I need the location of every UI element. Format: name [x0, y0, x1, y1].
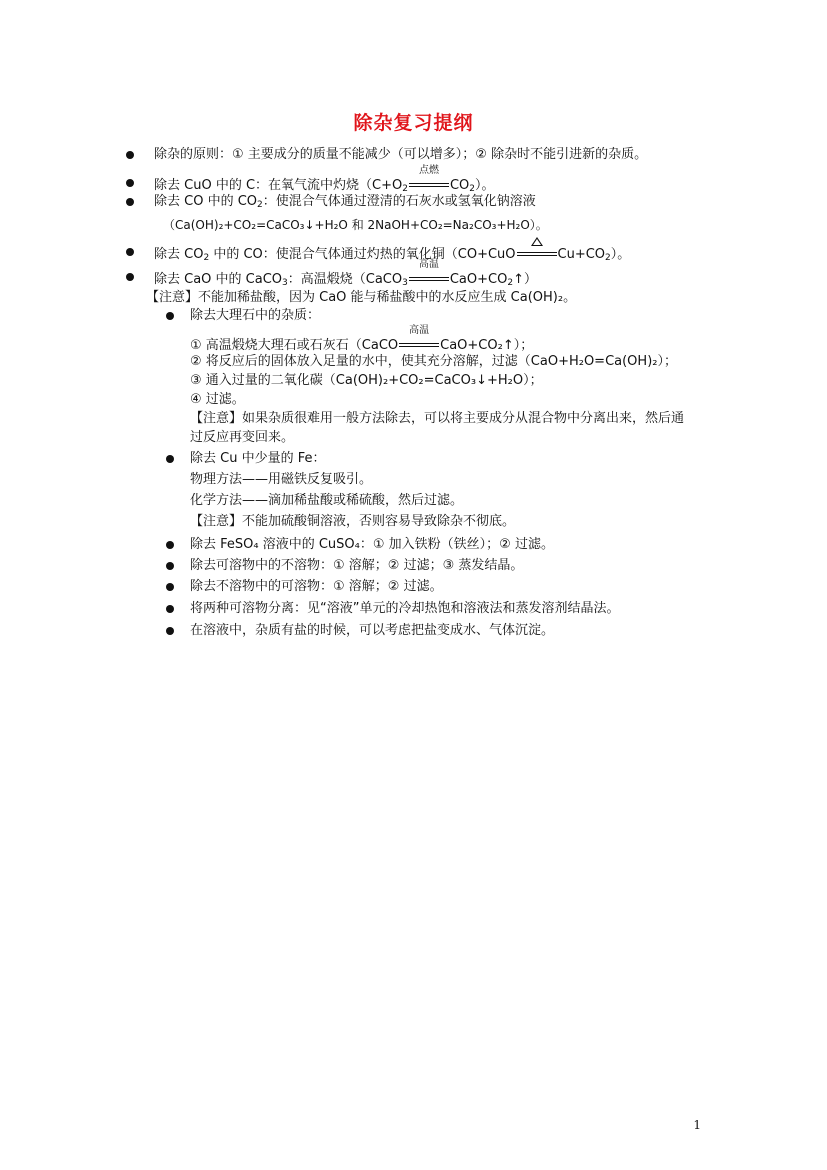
- reaction-condition: [409, 165, 449, 192]
- co-equation-line: （Ca(OH)₂+CO₂=CaCO₃↓+H₂O 和 2NaOH+CO₂=Na₂CO₃+H₂O）。: [163, 218, 548, 232]
- bullet-icon: [166, 455, 174, 463]
- high-temp-condition: [399, 325, 439, 352]
- bullet-icon: [166, 627, 174, 635]
- co2-text-d: ）。: [610, 247, 631, 262]
- marble-note: 【注意】如果杂质很难用一般方法除去，可以将主要成分从混合物中分离出来，然后通: [190, 411, 685, 426]
- separation-line: 将两种可溶物分离：见“溶液”单元的冷却热饱和溶液法和蒸发溶剂结晶法。: [190, 601, 620, 616]
- co2-text-b: 中的 CO：使混合气体通过灼热的氧化铜（CO+CuO: [209, 247, 516, 262]
- cu-fe-line: 除去 Cu 中少量的 Fe：: [190, 451, 326, 466]
- cuo-line: 除去 CuO 中的 C：在氧气流中灼烧（$C+O_2$ 点燃 $CO_2$）。: [154, 165, 495, 194]
- chemical-method: 化学方法——滴加稀盐酸或稀硫酸，然后过滤。: [190, 493, 464, 508]
- marble-step-1: [190, 325, 534, 355]
- heat-condition: [517, 243, 557, 261]
- insoluble-line: 除去不溶物中的可溶物：① 溶解；② 过滤。: [190, 579, 443, 594]
- co-line: 除去 CO 中的 $CO_2$：使混合气体通过澄清的石灰水或氢氧化钠溶液: [154, 194, 536, 210]
- bullet-icon: [126, 248, 134, 256]
- co-text-a: 除去 CO 中的 CO: [154, 194, 258, 209]
- step1-text-a: ① 高温煅烧大理石或石灰石（CaCO: [190, 338, 399, 353]
- marble-step-4: ④ 过滤。: [190, 392, 245, 407]
- step1-text-b: CaO+CO₂↑）；: [440, 338, 534, 353]
- cao-note: 【注意】不能加稀盐酸，因为 CaO 能与稀盐酸中的水反应生成 Ca(OH)₂。: [146, 290, 577, 305]
- heat-triangle-icon: [531, 237, 543, 246]
- co2-text-a: 除去 CO: [154, 247, 204, 262]
- physical-method: 物理方法——用磁铁反复吸引。: [190, 472, 373, 487]
- bullet-icon: [166, 562, 174, 570]
- marble-step-2: ② 将反应后的固体放入足量的水中，使其充分溶解，过滤（CaO+H₂O=Ca(OH)₂）；: [190, 354, 677, 369]
- cao-line: 除去 CaO 中的 CaCO$_3$：高温煅烧（CaCO$_3$ 高温 $CaO+CO_2↑$）: [154, 259, 537, 288]
- condition-label: 高温: [418, 259, 439, 270]
- co2-line: 除去 $CO_2$ 中的 CO：使混合气体通过灼热的氧化铜（CO+CuO $Cu+CO_2$）。: [154, 243, 630, 267]
- page-number: 1: [693, 1118, 701, 1132]
- marble-line: 除去大理石中的杂质：: [190, 308, 321, 323]
- feso4-line: 除去 FeSO₄ 溶液中的 CuSO₄：① 加入铁粉（铁丝）；② 过滤。: [190, 537, 554, 552]
- principle-line: 除杂的原则：① 主要成分的质量不能减少（可以增多）；② 除杂时不能引进新的杂质。: [154, 147, 648, 162]
- cu-fe-note: 【注意】不能加硫酸铜溶液，否则容易导致除杂不彻底。: [190, 514, 516, 529]
- bullet-icon: [166, 583, 174, 591]
- cao-text-a: 除去 CaO 中的 CaCO: [154, 272, 283, 287]
- cuo-text-b: CO: [449, 178, 470, 193]
- bullet-icon: [126, 198, 134, 206]
- bullet-icon: [166, 605, 174, 613]
- soluble-line: 除去可溶物中的不溶物：① 溶解；② 过滤；③ 蒸发结晶。: [190, 558, 524, 573]
- cao-text-b: ：高温煅烧（CaCO: [287, 272, 403, 287]
- page-title: 除杂复习提纲: [353, 112, 474, 134]
- bullet-icon: [166, 541, 174, 549]
- marble-step-3: ③ 通入过量的二氧化碳（Ca(OH)₂+CO₂=CaCO₃↓+H₂O）；: [190, 373, 543, 388]
- salt-line: 在溶液中，杂质有盐的时候，可以考虑把盐变成水、气体沉淀。: [190, 623, 555, 638]
- marble-note-cont: 过反应再变回来。: [190, 430, 295, 445]
- bullet-icon: [126, 151, 134, 159]
- condition-label: 点燃: [418, 165, 439, 176]
- bullet-icon: [126, 179, 134, 187]
- co2-text-c: Cu+CO: [557, 247, 606, 262]
- high-temp-condition: [409, 259, 449, 286]
- cao-text-e: ↑）: [513, 272, 537, 287]
- bullet-icon: [126, 273, 134, 281]
- bullet-icon: [166, 312, 174, 320]
- co-text-b: ：使混合气体通过澄清的石灰水或氢氧化钠溶液: [262, 194, 536, 209]
- cuo-text-d: ）。: [475, 178, 495, 193]
- cuo-text-a: 除去 CuO 中的 C：在氧气流中灼烧（C+O: [154, 178, 403, 193]
- condition-label: 高温: [409, 325, 430, 336]
- cao-text-d: CaO+CO: [449, 272, 508, 287]
